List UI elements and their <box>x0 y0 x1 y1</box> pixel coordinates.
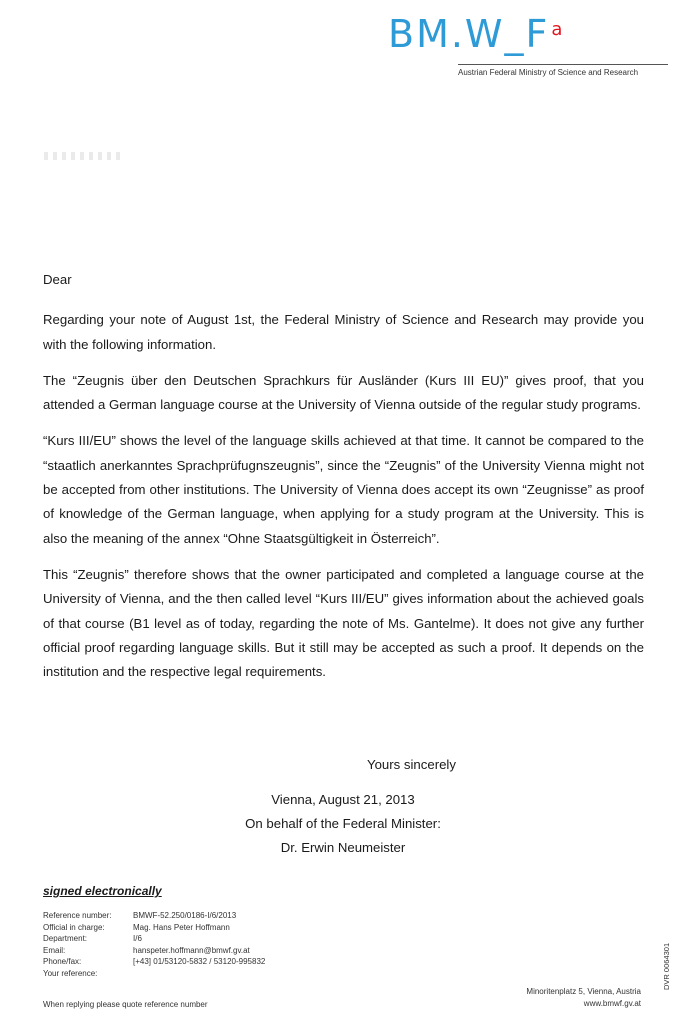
reference-row: Department: I/6 <box>43 934 142 943</box>
signatory: Dr. Erwin Neumeister <box>280 840 406 855</box>
ministry-logo <box>388 12 678 77</box>
paragraph-1: Regarding your note of August 1st, the Federal Ministry of Science and Research may provide you with the following information. <box>43 312 644 352</box>
reference-row: Your reference: <box>43 968 98 978</box>
reply-note: When replying please quote reference number <box>43 1000 208 1009</box>
street-address: Minoritenplatz 5, Vienna, Austria <box>526 987 641 996</box>
logo-superscript: a <box>551 19 565 40</box>
logo-divider <box>458 64 668 65</box>
dvr-number: DVR 0064301 <box>662 942 671 990</box>
website: www.bmwf.gv.at <box>583 999 641 1008</box>
place-date: Vienna, August 21, 2013 <box>271 792 415 807</box>
reference-block <box>43 910 265 979</box>
ministry-address <box>526 986 641 1010</box>
reference-row: Email: hanspeter.hoffmann@bmwf.gv.at <box>43 945 250 955</box>
closing: Yours sincerely <box>367 757 456 772</box>
salutation: Dear <box>43 272 72 287</box>
logo-mark <box>388 14 678 54</box>
signed-electronically: signed electronically <box>43 884 162 898</box>
reference-row: Phone/fax: [+43] 01/53120-5832 / 53120-995832 <box>43 957 266 966</box>
logo-text: BM.W_F <box>388 12 550 56</box>
letter-body <box>43 268 644 696</box>
paragraph-3: “Kurs III/EU” shows the level of the language skills achieved at that time. It cannot be compared to the “staatlich anerkanntes Sprachprüfugnszeugnis”, since the “Zeugnis” of the University Vienna might not be accepted from other institutions. The University of Vienna does accept its own “Zeugnisse” as proof of knowledge of the German language, when applying for a study program at the University. This is also the meaning of the annex “Ohne Staatsgültigkeit in Österreich”. <box>43 433 644 546</box>
paragraph-2: The “Zeugnis über den Deutschen Sprachkurs für Ausländer (Kurs III EU)” gives proof, that you attended a German language course at the University of Vienna outside of the regular study programs. <box>43 372 644 413</box>
reference-row: Reference number: BMWF-52.250/0186-I/6/2013 <box>43 911 237 920</box>
ministry-name: Austrian Federal Ministry of Science and Research <box>458 68 639 77</box>
reference-row: Official in charge: Mag. Hans Peter Hoffmann <box>43 922 230 932</box>
paragraph-4: This “Zeugnis” therefore shows that the owner participated and completed a language course at the University of Vienna, and the then called level “Kurs III/EU” gives information about the achieved goals of that course (B1 level as of today, regarding the note of Ms. Gantelme). It does not give any further official proof regarding language skills. But it still may be accepted as such a proof. It depends on the institution and the respective legal requirements. <box>43 566 644 680</box>
redacted-address <box>44 152 124 160</box>
on-behalf: On behalf of the Federal Minister: <box>245 816 441 831</box>
